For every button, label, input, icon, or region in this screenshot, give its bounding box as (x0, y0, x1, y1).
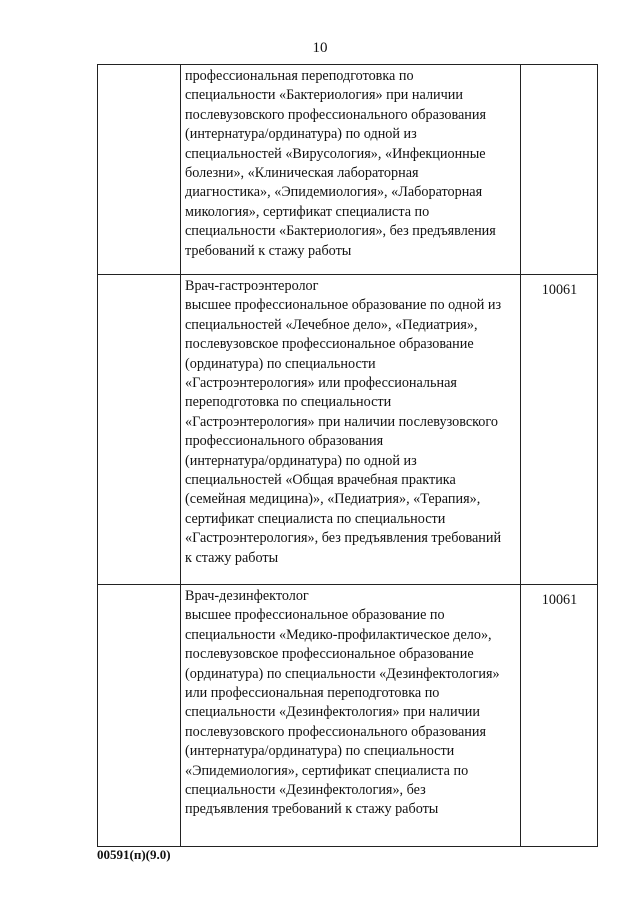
description-line: Врач-дезинфектолог (185, 588, 309, 604)
qualification-code-cell (521, 585, 598, 847)
qualification-description-cell (181, 585, 521, 847)
description-line: послевузовского профессионального образования (185, 723, 487, 740)
description-line: предъявления требований к стажу работы (185, 801, 439, 818)
qualification-description-cell (181, 65, 521, 275)
description-line: «Эпидемиология», сертификат специалиста по (185, 762, 469, 779)
description-line: (интернатура/ординатура) по одной из (185, 126, 417, 143)
description-line: высшее профессиональное образование по (185, 607, 445, 624)
row-number-cell (98, 275, 181, 585)
table-row (98, 585, 598, 847)
qualification-description-cell (181, 275, 521, 585)
row-number-cell (98, 65, 181, 275)
description-line: специальности «Медико-профилактическое дело», (185, 626, 492, 643)
description-line: диагностика», «Эпидемиология», «Лабораторная (185, 184, 483, 201)
description-line: специальности «Дезинфектология», без (185, 782, 426, 799)
description-line: или профессиональная переподготовка по (185, 685, 440, 702)
description-line: (интернатура/ординатура) по специальности (185, 743, 455, 760)
description-line: специальности «Дезинфектология» при наличии (185, 704, 480, 721)
description-line: послевузовское профессиональное образование (185, 646, 474, 663)
description-line: профессионального образования (185, 433, 384, 450)
description-line: послевузовское профессиональное образование (185, 336, 474, 353)
page-number: 10 (312, 40, 328, 56)
description-line: (семейная медицина)», «Педиатрия», «Терапия», (185, 491, 481, 508)
description-line: (интернатура/ординатура) по одной из (185, 452, 417, 469)
qualification-code: 10061 (541, 592, 578, 608)
description-line: болезни», «Клиническая лабораторная (185, 165, 419, 182)
description-line: Врач-гастроэнтеролог (185, 278, 319, 294)
description-line: «Гастроэнтерология» или профессиональная (185, 375, 457, 392)
row-number-cell (98, 585, 181, 847)
description-line: переподготовка по специальности (185, 394, 392, 411)
table-row (98, 275, 598, 585)
description-line: сертификат специалиста по специальности (185, 510, 446, 527)
description-line: специальности «Бактериология», без предъявления (185, 223, 496, 240)
description-line: (ординатура) по специальности «Дезинфектология» (185, 665, 500, 682)
description-line: профессиональная переподготовка по (185, 68, 414, 84)
table-row (98, 65, 598, 275)
description-line: «Гастроэнтерология» при наличии послевузовского (185, 413, 498, 430)
description-line: специальности «Бактериология» при наличии (185, 87, 463, 104)
description-line: (ординатура) по специальности (185, 355, 376, 372)
qualification-table (97, 64, 598, 847)
qualification-code-cell (521, 65, 598, 275)
description-line: специальностей «Общая врачебная практика (185, 472, 456, 489)
description-line: послевузовского профессионального образования (185, 106, 487, 123)
description-line: требований к стажу работы (185, 242, 352, 259)
description-line: микология», сертификат специалиста по (185, 203, 430, 220)
qualification-code-cell (521, 275, 598, 585)
qualification-code: 10061 (541, 282, 578, 298)
description-line: высшее профессиональное образование по одной из (185, 297, 502, 314)
description-line: специальностей «Лечебное дело», «Педиатрия», (185, 316, 478, 333)
description-line: «Гастроэнтерология», без предъявления требований (185, 530, 502, 547)
description-line: к стажу работы (185, 549, 279, 566)
document-code: 00591(п)(9.0) (97, 847, 171, 862)
description-line: специальностей «Вирусология», «Инфекционные (185, 145, 486, 162)
